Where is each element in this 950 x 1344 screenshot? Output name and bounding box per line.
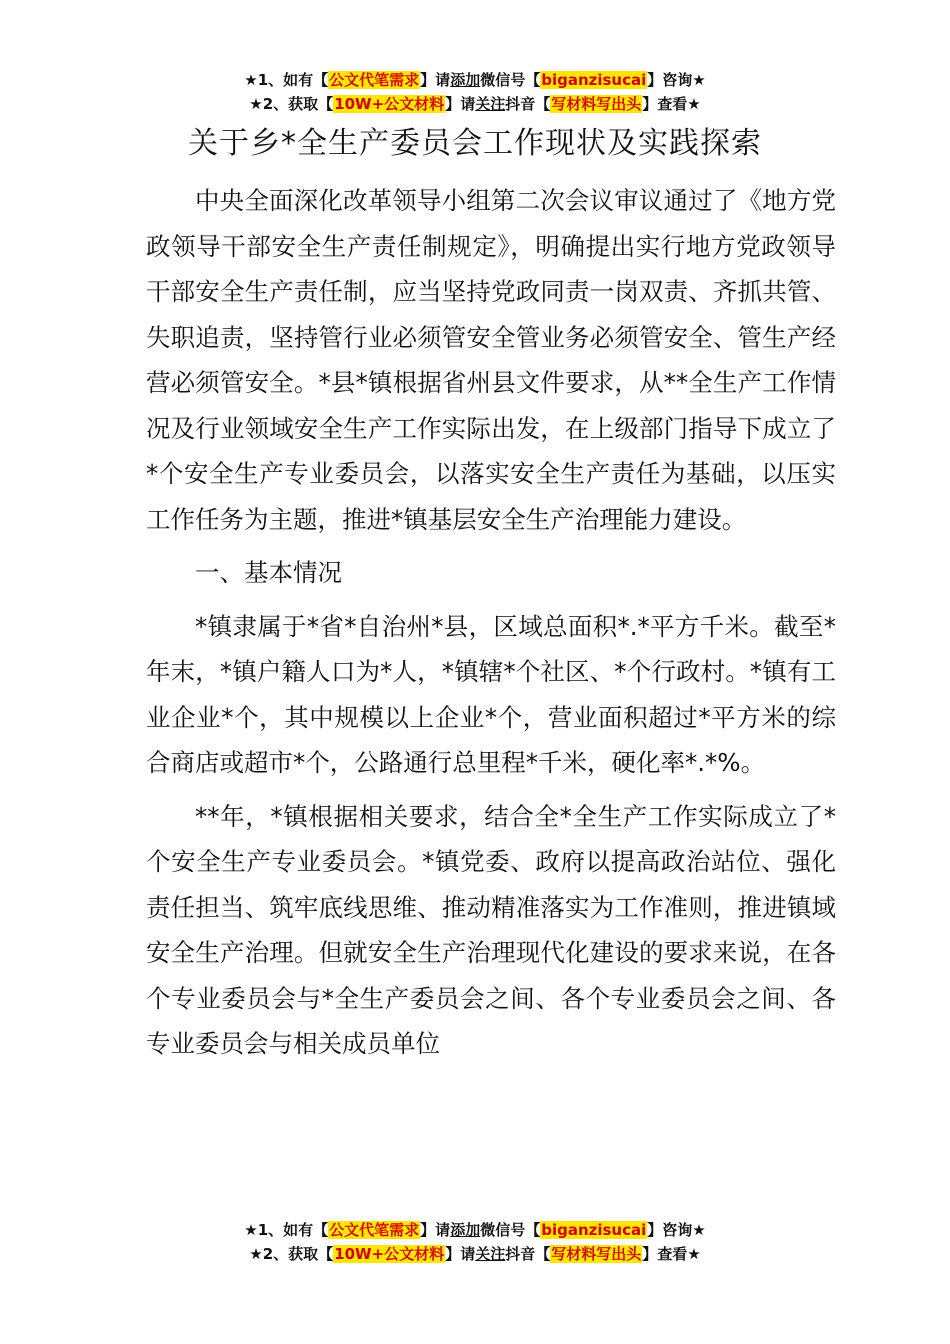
section-heading: 一、基本情况 bbox=[195, 558, 342, 587]
header-banner bbox=[0, 68, 950, 116]
banner-text: ★2、获取【 bbox=[249, 95, 334, 113]
banner-text: 微信号【 bbox=[480, 1221, 541, 1239]
banner-text: 抖音【 bbox=[505, 1245, 551, 1263]
banner-text: 】请 bbox=[445, 95, 476, 113]
banner-emphasis: 关注 bbox=[475, 1245, 506, 1263]
banner-highlight: 公文代笔需求 bbox=[329, 71, 420, 89]
banner-highlight: 写材料写出头 bbox=[551, 95, 642, 113]
banner-highlight: 10W+公文材料 bbox=[334, 95, 445, 113]
banner-line-2 bbox=[0, 1242, 950, 1266]
banner-highlight: 公文代笔需求 bbox=[329, 1221, 420, 1239]
banner-text: 微信号【 bbox=[480, 71, 541, 89]
paragraph-committees: **年，*镇根据相关要求，结合全*全生产工作实际成立了*个安全生产专业委员会。*镇党委、政府以提高政治站位、强化责任担当、筑牢底线思维、推动精准落实为工作准则，推进镇域安全生产治理。但就安全生产治理现代化建设的要求来说，在各个专业委员会与*全生产委员会之间、各个专业委员会之间、各专业委员会与相关成员单位 bbox=[146, 801, 836, 1058]
banner-text: 】请 bbox=[420, 71, 451, 89]
paragraph-basic-info: *镇隶属于*省*自治州*县，区域总面积*.*平方千米。截至*年末，*镇户籍人口为*人，*镇辖*个社区、*个行政村。*镇有工业企业*个，其中规模以上企业*个，营业面积超过*平方米的综合商店或超市*个，公路通行总里程*千米，硬化率*.*%。 bbox=[146, 611, 836, 777]
banner-highlight: biganzisucai bbox=[541, 1221, 647, 1239]
banner-text: 抖音【 bbox=[505, 95, 551, 113]
banner-text: 】查看★ bbox=[642, 1245, 701, 1263]
banner-text: 】请 bbox=[420, 1221, 451, 1239]
banner-text: ★1、如有【 bbox=[244, 1221, 329, 1239]
banner-line-1 bbox=[0, 1218, 950, 1242]
banner-line-1 bbox=[0, 68, 950, 92]
banner-highlight: 写材料写出头 bbox=[551, 1245, 642, 1263]
document-body bbox=[146, 178, 836, 1075]
banner-emphasis: 添加 bbox=[450, 1221, 481, 1239]
banner-emphasis: 添加 bbox=[450, 71, 481, 89]
banner-text: ★1、如有【 bbox=[244, 71, 329, 89]
document-title: 关于乡*全生产委员会工作现状及实践探索 bbox=[188, 126, 762, 161]
paragraph-intro: 中央全面深化改革领导小组第二次会议审议通过了《地方党政领导干部安全生产责任制规定》，明确提出实行地方党政领导干部安全生产责任制，应当坚持党政同责一岗双责、齐抓共管、失职追责，坚持管行业必须管安全管业务必须管安全、管生产经营必须管安全。*县*镇根据省州县文件要求，从**全生产工作情况及行业领域安全生产工作实际出发，在上级部门指导下成立了*个安全生产专业委员会，以落实安全生产责任为基础，以压实工作任务为主题，推进*镇基层安全生产治理能力建设。 bbox=[146, 186, 836, 534]
banner-highlight: 10W+公文材料 bbox=[334, 1245, 445, 1263]
banner-emphasis: 关注 bbox=[475, 95, 506, 113]
banner-text: 】咨询★ bbox=[647, 1221, 706, 1239]
banner-text: 】咨询★ bbox=[647, 71, 706, 89]
footer-banner bbox=[0, 1218, 950, 1266]
banner-line-2 bbox=[0, 92, 950, 116]
banner-highlight: biganzisucai bbox=[541, 71, 647, 89]
banner-text: ★2、获取【 bbox=[249, 1245, 334, 1263]
banner-text: 】请 bbox=[445, 1245, 476, 1263]
banner-text: 】查看★ bbox=[642, 95, 701, 113]
